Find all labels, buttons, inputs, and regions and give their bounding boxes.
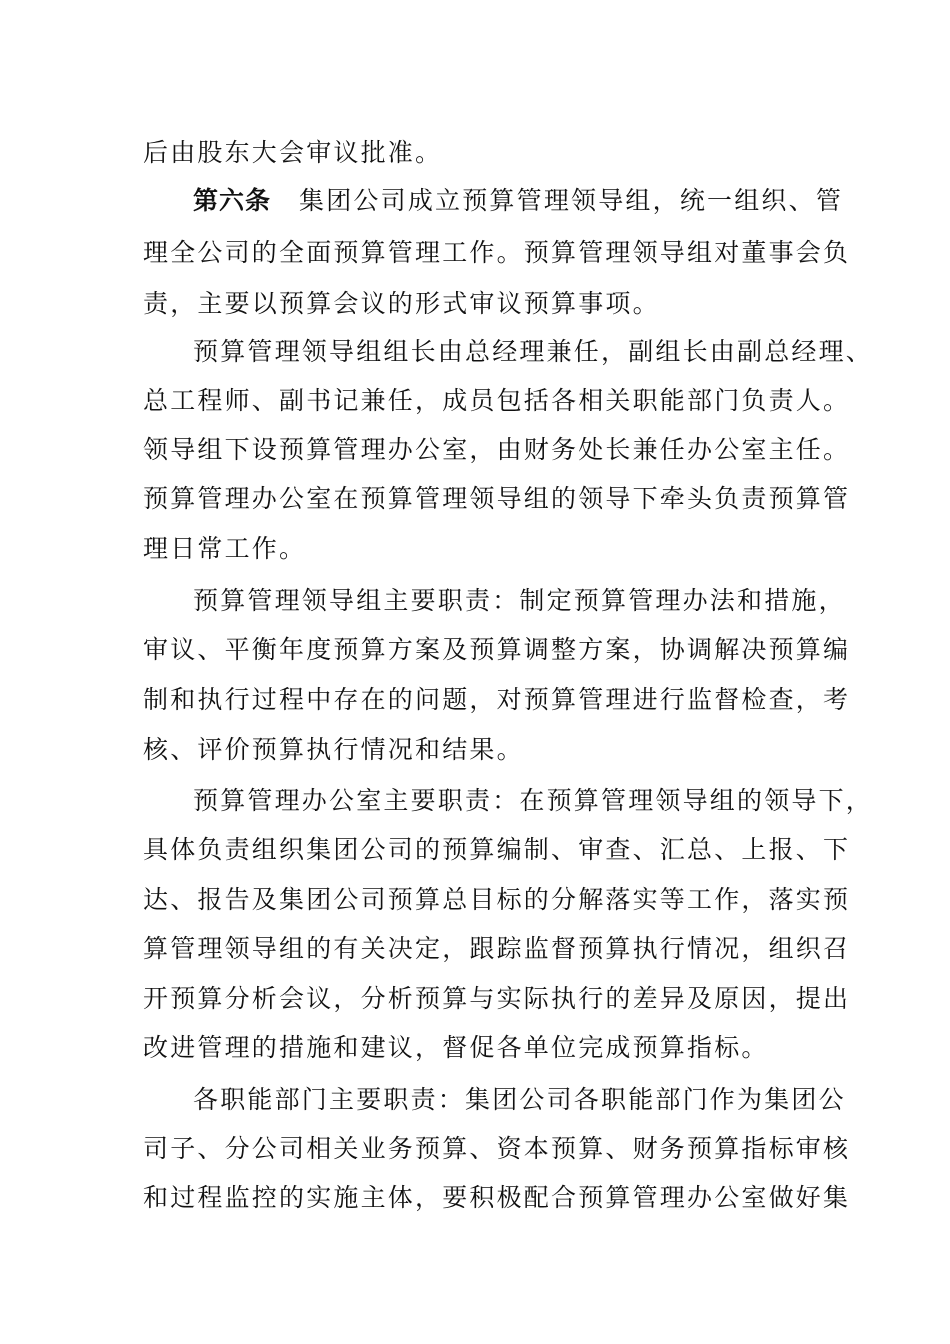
text-line: 后由股东大会审议批准。 — [143, 138, 443, 167]
text-line: 责，主要以预算会议的形式审议预算事项。 — [143, 289, 660, 318]
text-line: 开预算分析会议，分析预算与实际执行的差异及原因，提出 — [143, 984, 851, 1013]
text-line: 领导组下设预算管理办公室，由财务处长兼任办公室主任。 — [143, 435, 851, 464]
text-line: 达、报告及集团公司预算总目标的分解落实等工作，落实预 — [143, 885, 851, 914]
article-text: 集团公司成立预算管理领导组，统一组织、管 — [299, 186, 844, 215]
article-number: 第六条 — [193, 186, 272, 215]
text-line: 制和执行过程中存在的问题，对预算管理进行监督检查，考 — [143, 685, 851, 714]
paragraph-first-line: 预算管理领导组主要职责：制定预算管理办法和措施， — [193, 586, 846, 615]
text-line: 司子、分公司相关业务预算、资本预算、财务预算指标审核 — [143, 1134, 851, 1163]
text-line: 预算管理办公室在预算管理领导组的领导下牵头负责预算管 — [143, 484, 851, 513]
text-line: 算管理领导组的有关决定，跟踪监督预算执行情况，组织召 — [143, 934, 851, 963]
article-heading-line — [193, 184, 893, 218]
text-line: 审议、平衡年度预算方案及预算调整方案，协调解决预算编 — [143, 635, 851, 664]
text-line: 改进管理的措施和建议，督促各单位完成预算指标。 — [143, 1033, 769, 1062]
text-line: 总工程师、副书记兼任，成员包括各相关职能部门负责人。 — [143, 386, 851, 415]
paragraph-first-line: 预算管理领导组组长由总经理兼任，副组长由副总经理、 — [193, 337, 874, 366]
text-line: 具体负责组织集团公司的预算编制、审查、汇总、上报、下 — [143, 835, 851, 864]
text-line: 核、评价预算执行情况和结果。 — [143, 735, 524, 764]
text-line: 理全公司的全面预算管理工作。预算管理领导组对董事会负 — [143, 238, 851, 267]
text-line: 理日常工作。 — [143, 534, 307, 563]
text-line: 和过程监控的实施主体，要积极配合预算管理办公室做好集 — [143, 1183, 851, 1212]
paragraph-first-line: 预算管理办公室主要职责：在预算管理领导组的领导下， — [193, 786, 874, 815]
paragraph-first-line: 各职能部门主要职责：集团公司各职能部门作为集团公 — [193, 1085, 846, 1114]
